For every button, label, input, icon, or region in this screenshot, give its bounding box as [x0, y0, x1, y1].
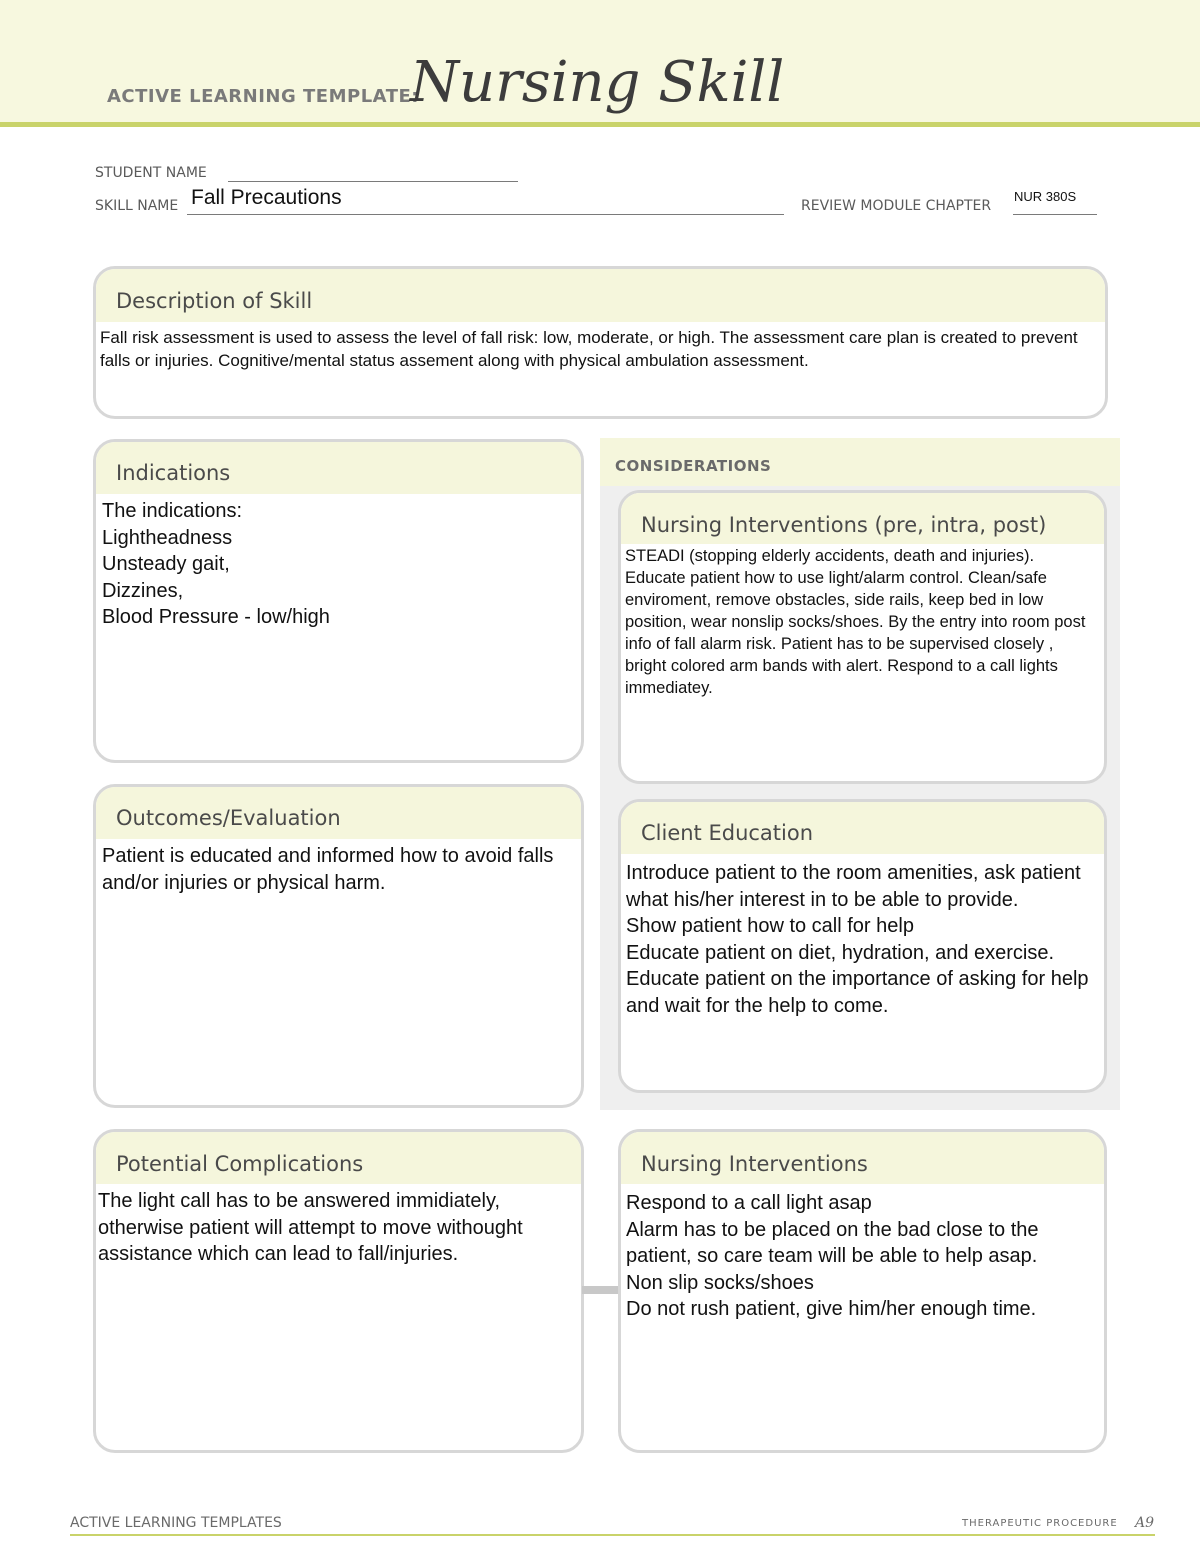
nursing-interventions-text: Respond to a call light asap Alarm has to be placed on the bad close to the patient, so care team will be able to help asap. Non slip socks/shoes Do not rush patient, give him/her enough time.: [626, 1192, 1039, 1320]
nursing-interventions-pip-box: [618, 490, 1107, 784]
footer-rule: [70, 1534, 1155, 1536]
footer-left: ACTIVE LEARNING TEMPLATES: [70, 1515, 282, 1531]
client-education-box: [618, 799, 1107, 1093]
client-education-heading: Client Education: [641, 821, 814, 845]
description-header: [96, 269, 1105, 322]
description-heading: Description of Skill: [116, 289, 313, 313]
complications-header: [96, 1132, 581, 1184]
indications-box: [93, 439, 584, 763]
nursing-interventions-heading: Nursing Interventions: [641, 1152, 868, 1176]
review-module-value: NUR 380S: [1014, 189, 1077, 204]
template-label: ACTIVE LEARNING TEMPLATE:: [107, 86, 419, 107]
nursing-interventions-pip-text: STEADI (stopping elderly accidents, death and injuries). Educate patient how to use light/alarm control. Clean/safe enviroment, remove obstacles, side rails, keep bed in low position, wear nonslip socks/shoes. By the entry into room post info of fall alarm risk. Patient has to be supervised closely , bright colored arm bands with alert. Respond to a call lights immediatey.: [625, 547, 1086, 697]
description-box: [93, 266, 1108, 419]
considerations-title: CONSIDERATIONS: [615, 457, 772, 475]
page-number: A9: [1135, 1515, 1155, 1531]
student-name-field[interactable]: [228, 181, 518, 182]
outcomes-box: [93, 784, 584, 1108]
description-text: Fall risk assessment is used to assess the level of fall risk: low, moderate, or high. The assessment care plan is created to prevent falls or injuries. Cognitive/mental status assement along with physical ambulation assessment.: [100, 328, 1078, 370]
indications-heading: Indications: [116, 461, 231, 485]
header-rule: [0, 122, 1200, 127]
indications-text: The indications: Lightheadness Unsteady gait, Dizzines, Blood Pressure - low/high: [102, 500, 330, 628]
client-education-text: Introduce patient to the room amenities, ask patient what his/her interest in to be able to provide. Show patient how to call for help Educate patient on diet, hydration, and exercise. Educate patient on the importance of asking for help and wait for the help to come.: [626, 862, 1089, 1017]
skill-name-field[interactable]: [187, 214, 784, 215]
complications-box: [93, 1129, 584, 1453]
nursing-interventions-header: [621, 1132, 1104, 1184]
nursing-interventions-pip-header: [621, 493, 1104, 544]
nursing-interventions-box: [618, 1129, 1107, 1453]
client-education-header: [621, 802, 1104, 854]
connector-bar: [582, 1286, 622, 1294]
skill-name-value: Fall Precautions: [191, 186, 342, 209]
student-name-label: STUDENT NAME: [95, 165, 207, 181]
nursing-interventions-pip-heading: Nursing Interventions (pre, intra, post): [641, 513, 1047, 537]
footer-right: THERAPEUTIC PROCEDURE: [962, 1518, 1118, 1529]
review-module-field[interactable]: [1013, 214, 1097, 215]
review-module-label: REVIEW MODULE CHAPTER: [801, 198, 992, 214]
page-title: Nursing Skill: [410, 50, 785, 115]
complications-text: The light call has to be answered immidiately, otherwise patient will attempt to move withought assistance which can lead to fall/injuries.: [98, 1190, 523, 1265]
outcomes-header: [96, 787, 581, 839]
outcomes-text: Patient is educated and informed how to avoid falls and/or injuries or physical harm.: [102, 845, 554, 894]
outcomes-heading: Outcomes/Evaluation: [116, 806, 341, 830]
indications-header: [96, 442, 581, 494]
complications-heading: Potential Complications: [116, 1152, 364, 1176]
skill-name-label: SKILL NAME: [95, 198, 179, 214]
